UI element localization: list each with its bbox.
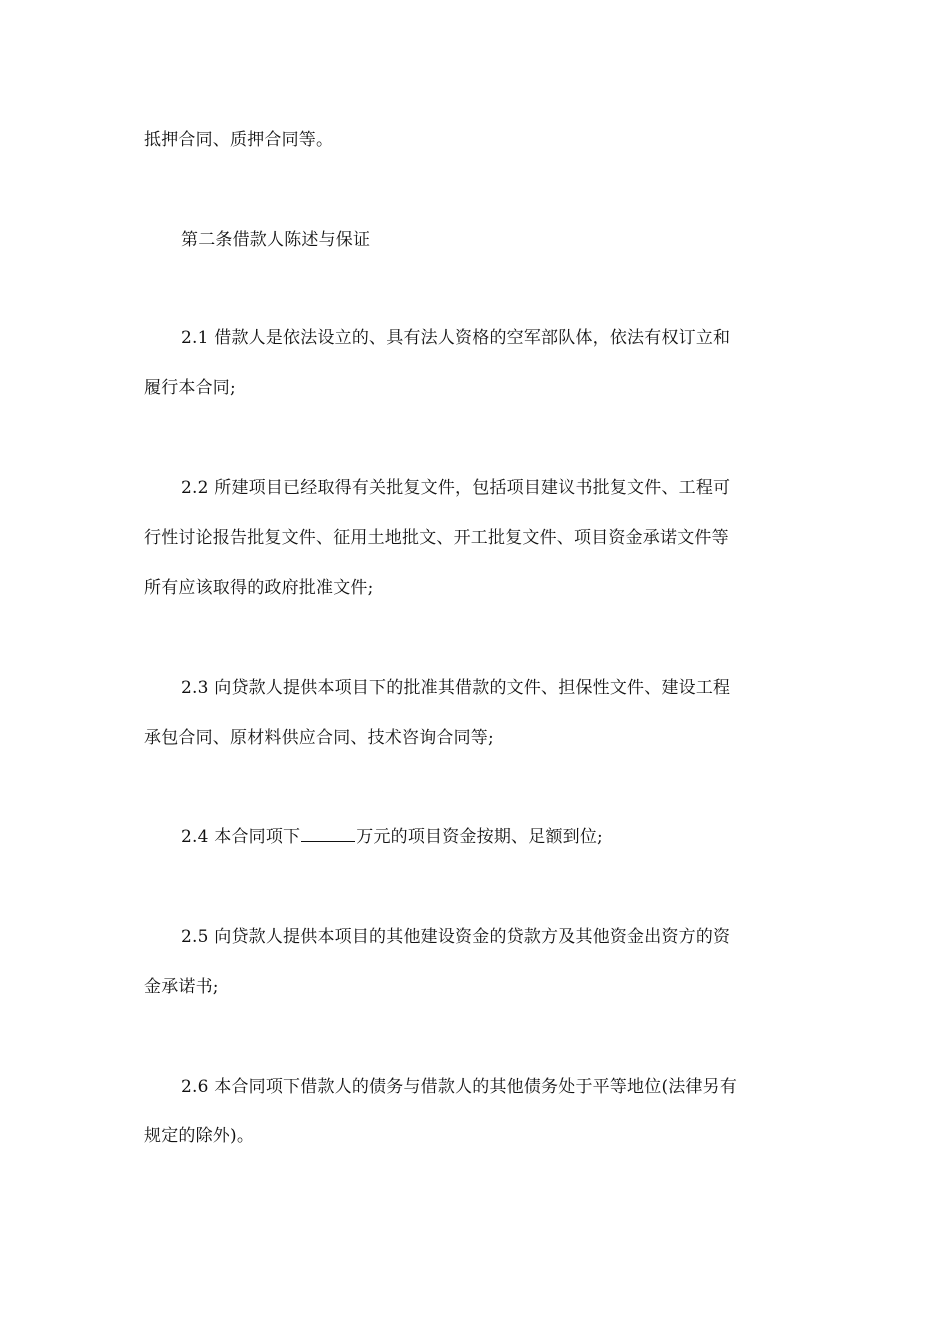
clause-2-3-line-2: 承包合同、原材料供应合同、技术咨询合同等; [144,728,494,748]
clause-2-4-prefix: 2.4 本合同项下 [181,827,301,847]
amount-blank-line [301,825,355,842]
clause-2-5-line-1: 2.5 向贷款人提供本项目的其他建设资金的贷款方及其他资金出资方的资 [181,927,731,947]
clause-2-2-line-1: 2.2 所建项目已经取得有关批复文件，包括项目建议书批复文件、工程可 [181,478,731,498]
clause-2-5-line-2: 金承诺书; [144,977,219,997]
continuation-text: 抵押合同、质押合同等。 [144,130,334,150]
clause-2-3-line-1: 2.3 向贷款人提供本项目下的批准其借款的文件、担保性文件、建设工程 [181,678,731,698]
clause-2-4-suffix: 万元的项目资金按期、足额到位; [356,827,603,847]
clause-2-1-line-2: 履行本合同; [144,378,236,398]
article-heading: 第二条借款人陈述与保证 [181,230,371,250]
clause-2-2-line-2: 行性讨论报告批复文件、征用土地批文、开工批复文件、项目资金承诺文件等 [144,528,729,548]
clause-2-1-line-1: 2.1 借款人是依法设立的、具有法人资格的空军部队体，依法有权订立和 [181,328,731,348]
clause-2-2-line-3: 所有应该取得的政府批准文件; [144,578,374,598]
clause-2-4 [181,825,846,849]
clause-2-6-line-1: 2.6 本合同项下借款人的债务与借款人的其他债务处于平等地位(法律另有 [181,1077,738,1097]
clause-2-6-line-2: 规定的除外)。 [144,1126,255,1146]
